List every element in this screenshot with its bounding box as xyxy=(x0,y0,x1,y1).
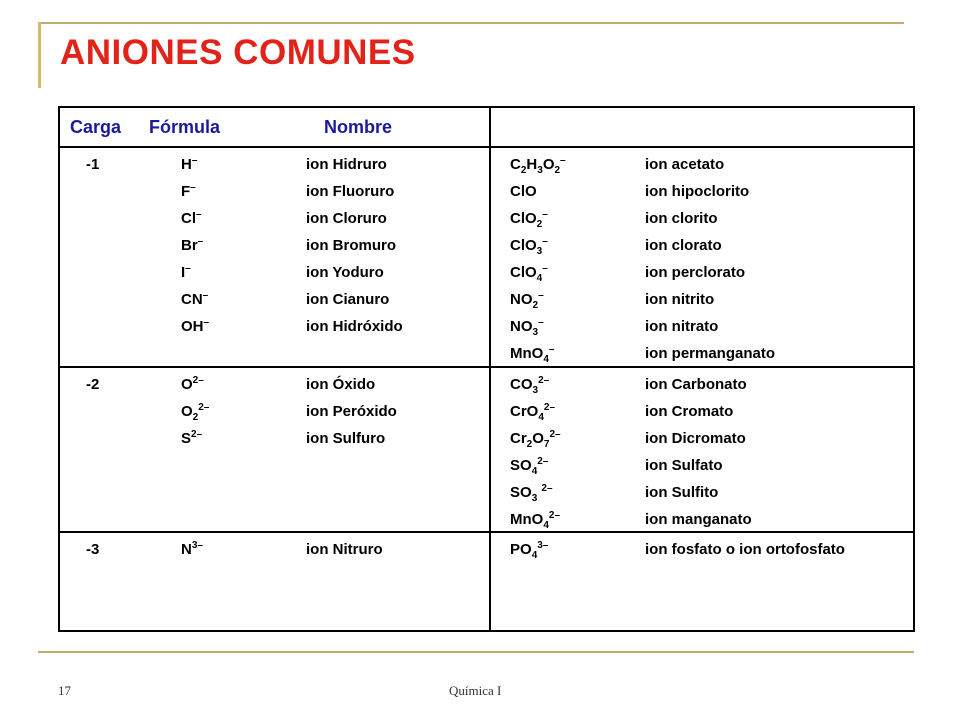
top-rule xyxy=(38,22,904,24)
header-rule xyxy=(60,146,913,148)
formula-cell: $SO_4^{2-}$ xyxy=(510,456,549,477)
name-cell: ion perclorato xyxy=(645,264,746,281)
formula-cell: ClO$_3$– xyxy=(510,236,548,257)
name-cell: ion Hidróxido xyxy=(306,318,403,335)
footer-text: Química I xyxy=(449,683,502,698)
name-cell: ion nitrato xyxy=(645,318,719,335)
name-cell: ion Yoduro xyxy=(306,264,384,281)
formula-cell: MnO$_4^{2-}$ xyxy=(510,510,561,531)
name-cell: ion Cloruro xyxy=(306,210,387,227)
formula-cell: $NO_2^-$ xyxy=(510,290,544,311)
header-formula: Fórmula xyxy=(149,117,221,137)
slide-title: ANIONES COMUNES xyxy=(60,33,416,72)
name-cell: ion Cianuro xyxy=(306,291,390,308)
name-cell: ion nitrito xyxy=(645,291,715,308)
charge-label: -1 xyxy=(86,156,100,173)
formula-cell: CrO$_4^{2-}$ xyxy=(510,402,556,423)
name-cell: ion Óxido xyxy=(306,376,376,393)
group-rule-2 xyxy=(60,531,913,533)
name-cell: ion Fluoruro xyxy=(306,183,395,200)
formula-cell: H– xyxy=(181,155,198,173)
column-divider xyxy=(489,108,491,630)
name-cell: ion fosfato o ion ortofosfato xyxy=(645,541,845,558)
name-cell: ion Cromato xyxy=(645,403,734,420)
name-cell: ion Sulfato xyxy=(645,457,723,474)
page-number: 17 xyxy=(58,683,71,698)
name-cell: ion acetato xyxy=(645,156,725,173)
formula-cell: $NO_3^-$ xyxy=(510,317,544,338)
anions-table xyxy=(58,106,915,632)
formula-cell: $C_2H_3O_2^-$ xyxy=(510,155,566,176)
charge-label: -3 xyxy=(86,541,100,558)
formula-cell: ClO xyxy=(510,183,537,200)
header-carga: Carga xyxy=(70,117,122,137)
formula-cell: $O_2^{2-}$ xyxy=(181,402,210,423)
formula-cell: $S^{2-}$ xyxy=(181,429,203,447)
name-cell: ion Carbonato xyxy=(645,376,747,393)
formula-cell: $CO_3^{2-}$ xyxy=(510,375,550,396)
formula-cell: $SO_3$ $^{2-}$ xyxy=(510,483,553,504)
formula-cell: $PO_4^{3-}$ xyxy=(510,540,549,561)
name-cell: ion Dicromato xyxy=(645,430,746,447)
formula-cell: ClO$_2$– xyxy=(510,209,548,230)
left-accent-bar xyxy=(38,22,41,88)
formula-cell: Cl– xyxy=(181,209,202,227)
formula-cell: Br– xyxy=(181,236,204,254)
name-cell: ion Nitruro xyxy=(306,541,383,558)
bottom-rule xyxy=(38,651,914,653)
formula-cell: $Cr_2O_7^{2-}$ xyxy=(510,429,561,450)
formula-cell: MnO$_4$– xyxy=(510,344,555,365)
formula-cell: CN– xyxy=(181,290,209,308)
name-cell: ion Sulfito xyxy=(645,484,719,501)
name-cell: ion Peróxido xyxy=(306,403,397,420)
name-cell: ion manganato xyxy=(645,511,752,528)
name-cell: ion Bromuro xyxy=(306,237,396,254)
formula-cell: OH– xyxy=(181,317,210,335)
name-cell: ion hipoclorito xyxy=(645,183,750,200)
formula-cell: $N^{3-}$ xyxy=(181,540,203,558)
header-nombre: Nombre xyxy=(324,117,393,137)
formula-cell: $O^{2-}$ xyxy=(181,375,204,393)
name-cell: ion Sulfuro xyxy=(306,430,386,447)
formula-cell: I– xyxy=(181,263,191,281)
name-cell: ion clorato xyxy=(645,237,722,254)
charge-label: -2 xyxy=(86,376,100,393)
name-cell: ion permanganato xyxy=(645,345,776,362)
name-cell: ion clorito xyxy=(645,210,718,227)
group-rule-1 xyxy=(60,366,913,368)
formula-cell: ClO$_4$– xyxy=(510,263,548,284)
name-cell: ion Hidruro xyxy=(306,156,387,173)
formula-cell: F– xyxy=(181,182,196,200)
